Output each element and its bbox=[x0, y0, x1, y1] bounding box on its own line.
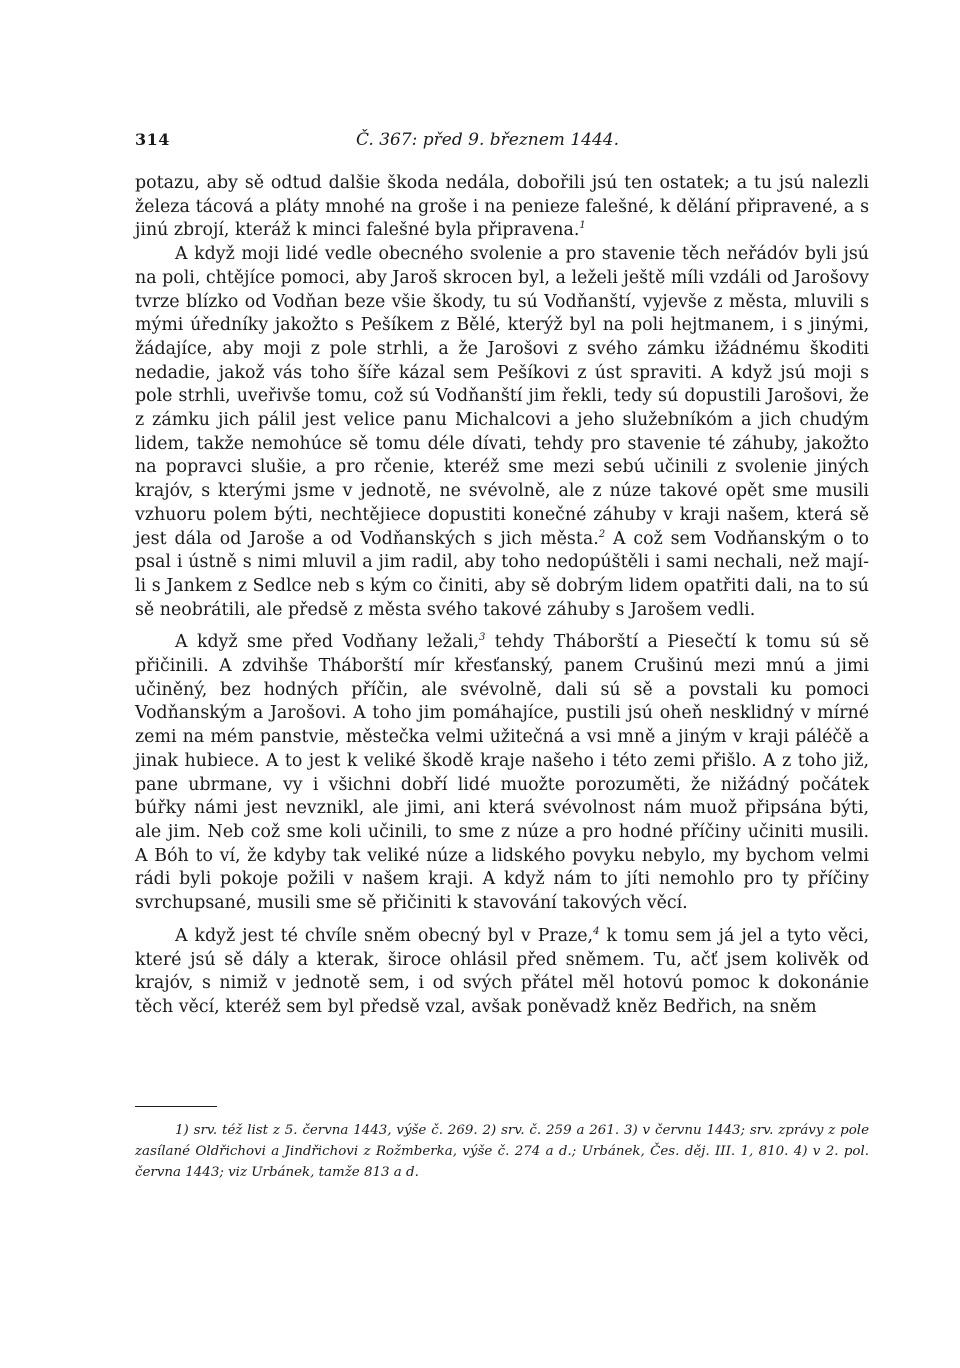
paragraph-1 bbox=[135, 172, 869, 243]
footnote-rule bbox=[135, 1106, 217, 1107]
footnote-ref-4: 4 bbox=[593, 926, 600, 937]
paragraph-2 bbox=[135, 243, 869, 622]
paragraph-2-text-b: A což sem Vodňanským o to psal i ústně s nimi mluvil a jim radil, aby toho nedopúštěli i sami nechali, než mají-li s Jankem z Sedlce neb s kým co činiti, aby sě dobrým lidem opatřiti dali, na to sú sě neobrátili, ale předsě z města svého takové záhuby s Jarošem vedli. bbox=[135, 528, 869, 620]
footnote-ref-3: 3 bbox=[478, 632, 486, 644]
paragraph-4-text-a: A když jest té chvíle sněm obecný byl v Praze, bbox=[175, 925, 594, 946]
paragraph-3 bbox=[135, 631, 869, 915]
page-header bbox=[135, 130, 840, 154]
footnotes-text: 1) srv. též list z 5. června 1443, výše č. 269. 2) srv. č. 259 a 261. 3) v červnu 1443; srv. zprávy z pole zasílané Oldřichovi a Jindřichovi z Rožmberka, výše č. 274 a d.; Urbánek, Čes. děj. III. 1, 810. 4) v 2. pol. června 1443; viz Urbánek, tamže 813 a d. bbox=[135, 1123, 869, 1180]
paragraph-1-text: potazu, aby sě odtud dalšie škoda nedála, dobořili jsú ten ostatek; a tu jsú nalezli železa tácová a pláty mnohé na groše i na penieze falešné, k dělání připravené, a s jinú zbrojí, kteráž k minci falešné byla připravena. bbox=[135, 173, 869, 241]
page-number: 314 bbox=[135, 130, 170, 149]
footnote-ref-2: 2 bbox=[598, 528, 606, 540]
paragraph-4 bbox=[135, 925, 869, 1020]
body-text bbox=[135, 172, 869, 1020]
paragraph-2-text-a: A když moji lidé vedle obecného svolenie a pro stavenie těch neřádóv byli jsú na poli, chtějíce pomoci, aby Jaroš skrocen byl, a leželi ještě míli vzdáli od Jarošovy tvrze blízko od Vodňan beze všie škody, tu sú Vodňanští, vyjevše z města, mluvili s mými úředníky jakožto s Pešíkem z Bělé, kterýž byl na poli hejtmanem, i s jinými, žádajíce, aby moji z pole strhli, a že Jarošovi z svého zámku ižádnému škoditi nedadie, jakož vás toho šíře kázal sem Pešíkovi z úst spraviti. A když jsú moji s pole strhli, uveřivše tomu, což sú Vodňanští jim řekli, tedy sú dopustili Jarošovi, že z zámku jich pálil jest velice panu Michalcovi a jeho služebníkóm a jich chudým lidem, takže nemohúce sě tomu déle dívati, tehdy pro stavenie té záhuby, jakožto na popravci slušie, a pro rčenie, kteréž sme mezi sebú učinili z svolenie jiných krajóv, s kterými jsme v jednotě, ne svévolně, ale z núze takové opět sme musili vzhuoru polem býti, nechtějiece dopustiti konečné záhuby v kraji našem, která sě jest dála od Jaroše a od Vodňanských s jich města. bbox=[135, 244, 869, 549]
footnotes bbox=[135, 1120, 869, 1183]
paragraph-3-text-a: A když sme před Vodňany ležali, bbox=[175, 632, 479, 653]
footnote-ref-1: 1 bbox=[579, 220, 586, 232]
paragraph-3-text-b: tehdy Tháborští a Piesečtí k tomu sú sě přičinili. A zdvihše Tháborští mír křesťanský, panem Crušinú mezi mnú a jimi učiněný, bez hodných příčin, ale svévolně, dali sú sě a povstali ku pomoci Vodňanským a Jarošovi. A toho jim pomáhajíce, pustili jsú oheň nesklidný v mírné zemi na mém panstvie, městečka velmi užitečná a vsi mně a jiným v kraji páléčě a jinak hubiece. A to jest k veliké škodě kraje našeho i této zemi přišlo. A z toho již, pane ubrmane, vy i všichni dobří lidé muožte porozuměti, že nižádný počátek búřky námi jest nevznikl, ale jimi, ani která svévolnost nám muož připsána býti, ale jim. Neb což sme koli učinili, to sme z núze a pro hodné příčiny učiniti musili. A Bóh to ví, že kdyby tak veliké núze a lidského povyku nebylo, my bychom velmi rádi byli pokoje požili v našem kraji. A když nám to jíti nemohlo pro ty příčiny svrchupsané, musili sme sě přičiniti k stavování takových věcí. bbox=[135, 632, 869, 914]
running-head: Č. 367: před 9. březnem 1444. bbox=[356, 130, 619, 150]
paragraph-4-text-b: k tomu sem já jel a tyto věci, které jsú sě dály a kterak, široce ohlásil před sněmem. Tu, ačť jsem kolivěk od krajóv, s nimiž v jednotě sem, i od svých přátel měl hotovú pomoc k dokonánie těch věcí, kteréž sem byl předsě vzal, avšak poněvadž kněz Bedřich, na sněm bbox=[135, 925, 869, 1017]
